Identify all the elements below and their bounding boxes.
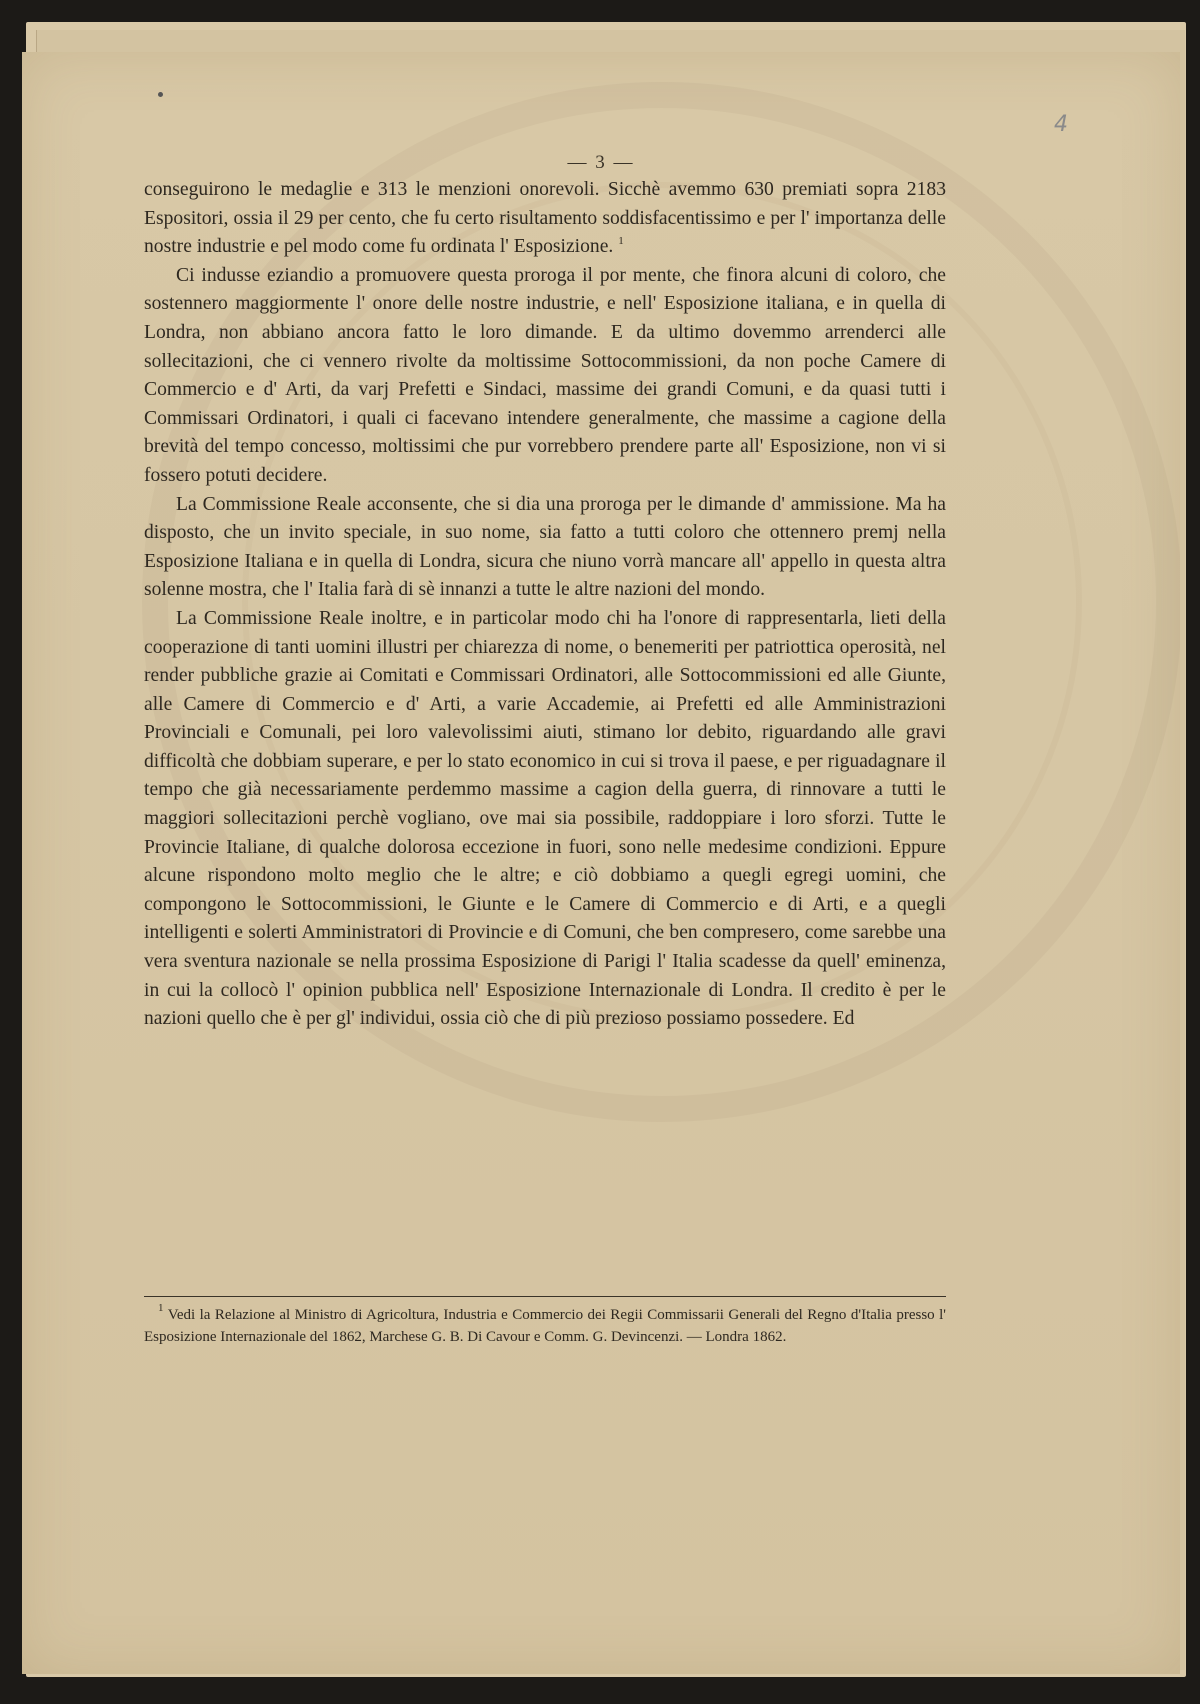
paragraph: Ci indusse eziandio a promuovere questa proroga il por mente, che finora alcuni di coloro, che sostennero maggiormente l' onore delle nostre industrie, e nell' Esposizione italiana, e in quella di Londra, non abbiano ancora fatto le loro dimande. E da ultimo dovemmo arrenderci alle sollecitazioni, che ci vennero rivolte da moltissime Sottocommissioni, da non poche Camere di Commercio e d' Arti, da varj Prefetti e Sindaci, massime dei grandi Comuni, e da quasi tutti i Commissari Ordinatori, i quali ci facevano intendere generalmente, che massime a cagione della brevità del tempo concesso, moltissimi che pur vorrebbero prendere parte all' Esposizione, non vi si fossero potuti decidere. (144, 264, 946, 486)
paragraph (144, 176, 946, 262)
footnote-divider (144, 1296, 946, 1297)
paragraph: La Commissione Reale inoltre, e in particolar modo chi ha l'onore di rappresentarla, lieti della cooperazione di tanti uomini illustri per chiarezza di nome, o benemeriti per patriottica operosità, nel render pubbliche grazie ai Comitati e Commissari Ordinatori, alle Sottocommissioni ed alle Giunte, alle Camere di Commercio e d' Arti, a varie Accademie, ai Prefetti ed alle Amministrazioni Provinciali e Comunali, pei loro valevolissimi aiuti, stimano lor debito, riguardando alle gravi difficoltà che dobbiam superare, e per lo stato economico in cui si trova il paese, e per riguadagnare il tempo che già necessariamente perdemmo massime a cagion della guerra, di rinnovare a tutti le maggiori sollecitazioni perchè vogliano, ove mai sia possibile, raddoppiare i loro sforzi. Tutte le Provincie Italiane, di qualche dolorosa eccezione in fuori, sono nelle medesime condizioni. Eppure alcune rispondono molto meglio che le altre; e ciò dobbiamo a quegli egregi uomini, che compongono le Sottocommissioni, le Giunte e le Camere di Commercio e di Arti, e a quegli intelligenti e solerti Amministratori di Provincie e di Comuni, che ben compresero, come sarebbe una vera sventura nazionale se nella prossima Esposizione di Parigi l' Italia scadesse da quell' eminenza, in cui la collocò l' opinion pubblica nell' Esposizione Internazionale di Londra. Il credito è per le nazioni quello che è per gl' individui, ossia ciò che di più prezioso possiamo possedere. Ed (144, 607, 946, 1030)
paragraph: La Commissione Reale acconsente, che si dia una proroga per le dimande d' ammissione. Ma ha disposto, che un invito speciale, in suo nome, sia fatto a tutti coloro che ottennero premj nella Esposizione Italiana e in quella di Londra, sicura che niuno vorrà mancare all' appello in questa altra solenne mostra, che l' Italia farà di sè innanzi a tutte le altre nazioni del mondo. (144, 493, 946, 601)
footnote: $^1$ Vedi la Relazione al Ministro di Agricoltura, Industria e Commercio dei Regii Commissarii Generali del Regno d'Italia presso l' Esposizione Internazionale del 1862, Marchese G. B. Di Cavour e Comm. G. Devincenzi. — Londra 1862. (144, 1302, 946, 1345)
document-page (22, 52, 1180, 1674)
body-text (144, 176, 946, 1034)
page-number: — 3 — (567, 152, 635, 173)
pencil-folio-number: 4 (1054, 112, 1068, 137)
ink-speck (158, 92, 163, 97)
paragraph-text: conseguirono le medaglie e 313 le menzioni onorevoli. Sicchè avemmo 630 premiati sopra 2183 Espositori, ossia il 29 per cento, che fu certo risultamento soddisfacentissimo e per l' importanza delle nostre industrie e pel modo come fu ordinata l' Esposizione. (144, 179, 946, 258)
footnote-reference: 1 (618, 235, 624, 248)
footnote-text: Vedi la Relazione al Ministro di Agricoltura, Industria e Commercio dei Regii Commissarii Generali del Regno d'Italia presso l' Esposizione Internazionale del 1862, Marchese G. B. Di Cavour e Comm. G. Devincenzi. — Londra 1862. (144, 1307, 946, 1345)
